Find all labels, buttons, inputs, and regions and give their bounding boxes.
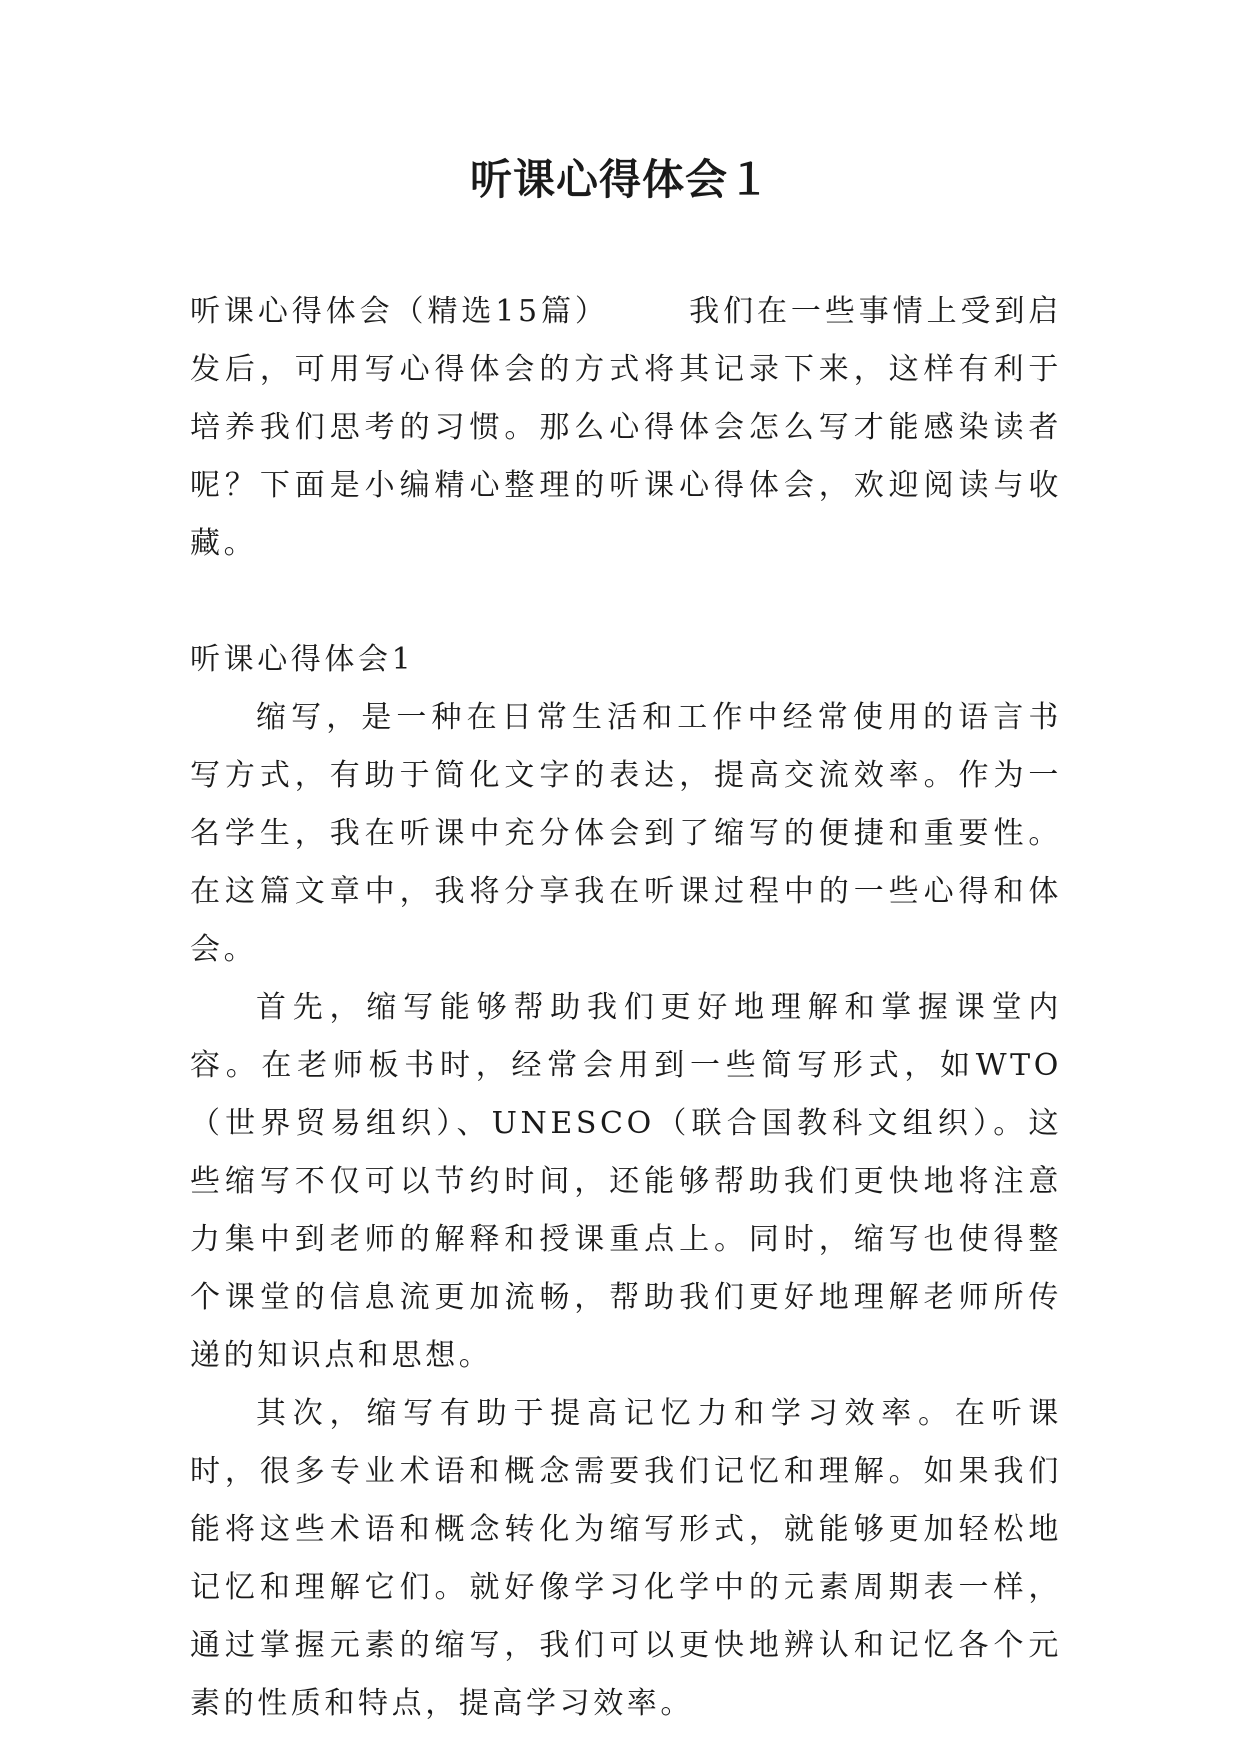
body-paragraph-3: 其次，缩写有助于提高记忆力和学习效率。在听课时，很多专业术语和概念需要我们记忆和理解。如果我们能将这些术语和概念转化为缩写形式，就能够更加轻松地记忆和理解它们。就好像学习化学中的元素周期表一样，通过掌握元素的缩写，我们可以更快地辨认和记忆各个元素的性质和特点，提高学习效率。 bbox=[190, 1396, 1062, 1721]
intro-paragraph bbox=[190, 283, 1062, 573]
body-paragraph-2: 首先，缩写能够帮助我们更好地理解和掌握课堂内容。在老师板书时，经常会用到一些简写形式，如WTO（世界贸易组织）、UNESCO（联合国教科文组织）。这些缩写不仅可以节约时间，还能够帮助我们更快地将注意力集中到老师的解释和授课重点上。同时，缩写也使得整个课堂的信息流更加流畅，帮助我们更好地理解老师所传递的知识点和思想。 bbox=[190, 990, 1062, 1373]
body-paragraph-1: 缩写，是一种在日常生活和工作中经常使用的语言书写方式，有助于简化文字的表达，提高交流效率。作为一名学生，我在听课中充分体会到了缩写的便捷和重要性。在这篇文章中，我将分享我在听课过程中的一些心得和体会。 bbox=[190, 700, 1062, 967]
document-title: 听课心得体会１ bbox=[469, 155, 771, 204]
section-heading: 听课心得体会1 bbox=[190, 642, 415, 677]
intro-text: 我们在一些事情上受到启发后，可用写心得体会的方式将其记录下来，这样有利于培养我们思考的习惯。那么心得体会怎么写才能感染读者呢？下面是小编精心整理的听课心得体会，欢迎阅读与收藏。 bbox=[190, 294, 1062, 561]
document-body bbox=[190, 283, 1062, 1733]
intro-heading: 听课心得体会（精选15篇） bbox=[190, 294, 609, 329]
